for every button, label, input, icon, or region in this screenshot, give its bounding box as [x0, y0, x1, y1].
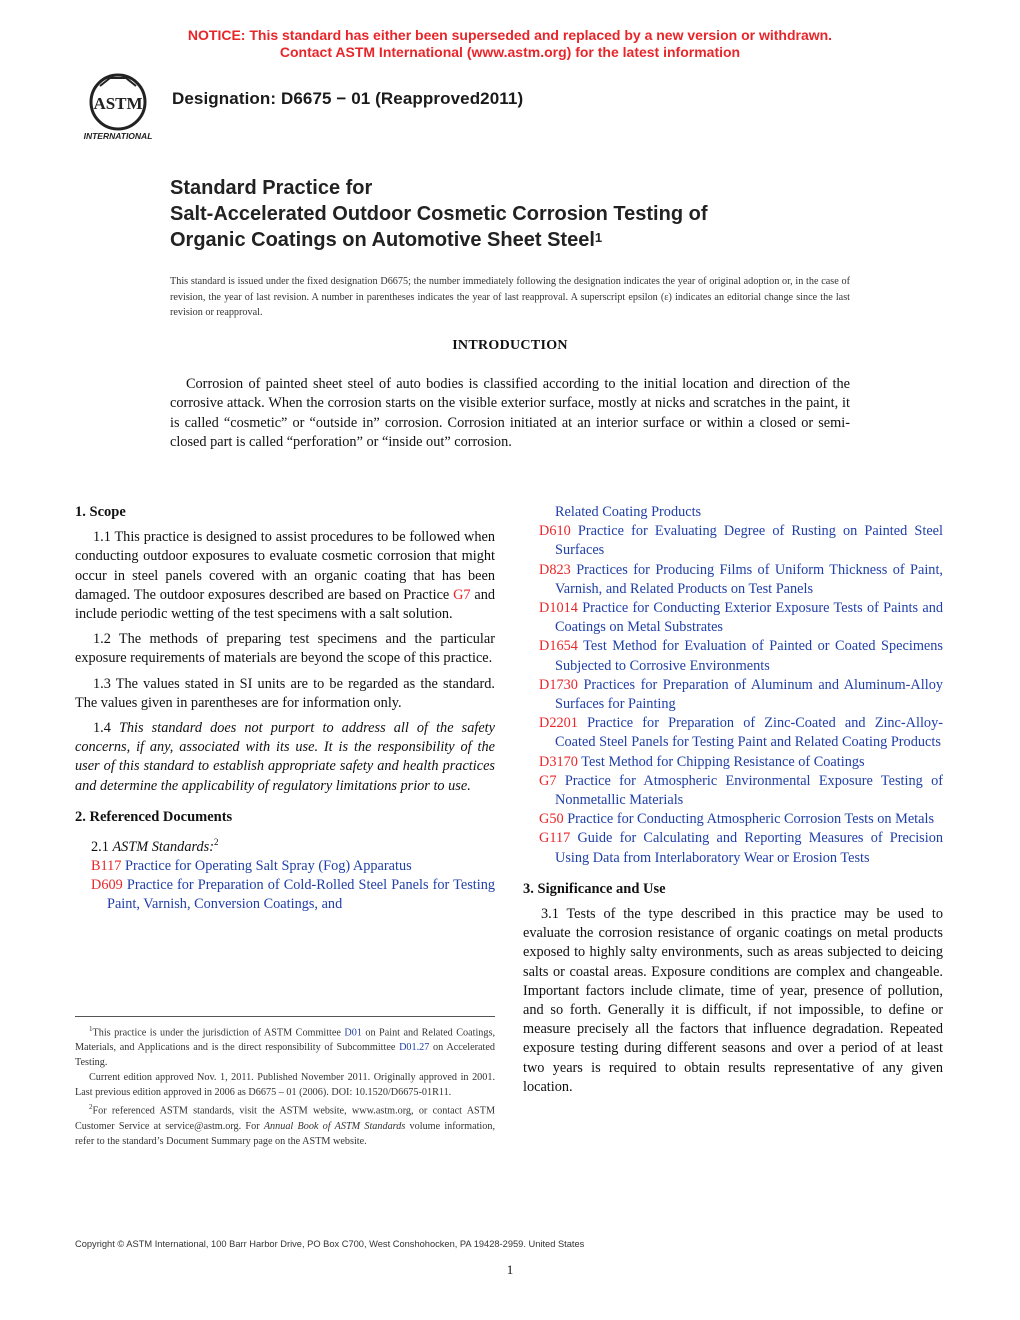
document-title	[170, 175, 870, 253]
withdrawal-notice	[0, 27, 1020, 61]
astm-standards-label: 2.1 ASTM Standards:$^2$	[91, 837, 219, 855]
footnote-2: $^2$For referenced ASTM standards, visit the ASTM website, www.astm.org, or contact ASTM Customer Service at service@astm.org. For Annual Book of ASTM Standards volume information, refer to the standard’s Document Summary page on the ASTM website.	[75, 1103, 495, 1147]
reference-item[interactable]: D3170 Test Method for Chipping Resistance of Coatings	[539, 753, 865, 770]
logo-caption: INTERNATIONAL	[83, 131, 153, 141]
reference-item[interactable]: D1654 Test Method for Evaluation of Painted or Coated Specimens Subjected to Corrosive Environments	[539, 638, 943, 674]
reference-item[interactable]: D1730 Practices for Preparation of Aluminum and Aluminum-Alloy Surfaces for Painting	[539, 676, 943, 713]
page-number: 1	[506, 1262, 514, 1277]
scope-1-1: 1.1 This practice is designed to assist procedures to be followed when conducting outdoor exposures to evaluate cosmetic corrosion that might occur in steel panels covered with an organic coating that has been damaged. The outdoor exposures described are based on Practice G7 and include periodic wetting of the test specimens with a salt solution.	[75, 529, 495, 623]
scope-1-4: 1.4 This standard does not purport to address all of the safety concerns, if any, associated with its use. It is the responsibility of the user of this standard to establish appropriate safety and health practices and determine the applicability of regulatory limitations prior to use.	[75, 720, 495, 794]
reference-item[interactable]: D609 Practice for Preparation of Cold-Rolled Steel Panels for Testing Paint, Varnish, Conversion Coatings, and	[91, 877, 495, 913]
title-line-1: Standard Practice for	[170, 177, 373, 199]
reference-item[interactable]: G7 Practice for Atmospheric Environmental Exposure Testing of Nonmetallic Materials	[539, 772, 944, 809]
reference-item[interactable]: G117 Guide for Calculating and Reporting Measures of Precision Using Data from Interlaboratory Wear or Erosion Tests	[539, 830, 943, 866]
notice-line-2: Contact ASTM International (www.astm.org) for the latest information	[279, 44, 741, 60]
link-d01[interactable]: D01	[344, 1027, 362, 1039]
introduction-text: Corrosion of painted sheet steel of auto bodies is classified according to the initial location and direction of the corrosive attack. When the corrosion starts on the visible exterior surface, mostly at nicks and scratches in the paint, it is called “cosmetic” or “outside in” corrosion. Corrosion initiated at an interior surface or within a closed or semi-closed part is called “perforation” or “inside out” corrosion.	[170, 376, 850, 450]
reference-item[interactable]: D2201 Practice for Preparation of Zinc-Coated and Zinc-Alloy-Coated Steel Panels for Testing Paint and Related Coating Products	[539, 715, 943, 751]
logo-wordmark: ASTM	[93, 94, 143, 113]
title-line-3: Organic Coatings on Automotive Sheet Steel	[170, 229, 595, 251]
footnote-1: $^1$This practice is under the jurisdiction of ASTM Committee D01 on Paint and Related Coatings, Materials, and Applications and is the direct responsibility of Subcommittee D01.27 on Accelerated Testing.	[75, 1025, 495, 1069]
reference-item[interactable]: D610 Practice for Evaluating Degree of Rusting on Painted Steel Surfaces	[539, 523, 943, 559]
link-g7[interactable]: G7	[453, 586, 471, 603]
scope-heading: 1. Scope	[75, 504, 126, 520]
designation: Designation: D6675 − 01 (Reapproved2011)	[172, 89, 524, 108]
reference-item[interactable]: D1014 Practice for Conducting Exterior Exposure Tests of Paints and Coatings on Metal Substrates	[539, 600, 943, 636]
reference-item[interactable]: G50 Practice for Conducting Atmospheric Corrosion Tests on Metals	[539, 811, 935, 828]
reference-continuation[interactable]: Related Coating Products	[555, 504, 702, 520]
copyright-line: Copyright © ASTM International, 100 Barr Harbor Drive, PO Box C700, West Conshohocken, PA 19428-2959. United States	[75, 1239, 585, 1249]
link-d01-27[interactable]: D01.27	[399, 1042, 430, 1054]
notice-line-1: NOTICE: This standard has either been superseded and replaced by a new version or withdrawn.	[187, 27, 833, 43]
introduction-heading: INTRODUCTION	[452, 338, 568, 353]
significance-heading: 3. Significance and Use	[523, 880, 666, 897]
title-footnote-mark: 1	[594, 230, 603, 245]
scope-1-3: 1.3 The values stated in SI units are to be regarded as the standard. The values given in parentheses are for information only.	[75, 675, 495, 711]
reference-item[interactable]: B117 Practice for Operating Salt Spray (Fog) Apparatus	[91, 858, 412, 875]
reference-item[interactable]: D823 Practices for Producing Films of Uniform Thickness of Paint, Varnish, and Related Products on Test Panels	[539, 561, 944, 597]
footnotes	[75, 1016, 495, 1149]
issuance-note: This standard is issued under the fixed designation D6675; the number immediately following the designation indicates the year of original adoption or, in the case of revision, the year of last revision. A number in parentheses indicates the year of last reapproval. A superscript epsilon (ε) indicates an editorial change since the last revision or reapproval.	[170, 276, 850, 318]
significance-3-1: 3.1 Tests of the type described in this practice may be used to evaluate the corrosion resistance of organic coatings on metal products exposed to highly salty environments, such as areas subjected to deicing salts or coastal areas. Exposure conditions are complex and changeable. Important factors include climate, time of year, presence of pollution, and so forth. Generally it is difficult, if not impossible, to define or measure precisely all the factors that influence degradation. Repeated exposure testing during different seasons and over a period of at least two years is required to obtain results representative of any given location.	[523, 906, 943, 1095]
right-column	[523, 503, 943, 1103]
referenced-documents-heading: 2. Referenced Documents	[75, 808, 233, 825]
astm-logo	[76, 72, 160, 144]
footnote-1-edition: Current edition approved Nov. 1, 2011. Published November 2011. Originally approved in 2001. Last previous edition approved in 2006 as D6675 – 01 (2006). DOI: 10.1520/D6675-01R11.	[75, 1072, 495, 1099]
title-line-2: Salt-Accelerated Outdoor Cosmetic Corrosion Testing of	[170, 203, 708, 225]
scope-1-2: 1.2 The methods of preparing test specimens and the particular exposure requirements of materials are beyond the scope of this practice.	[75, 631, 495, 667]
left-column	[75, 503, 495, 915]
